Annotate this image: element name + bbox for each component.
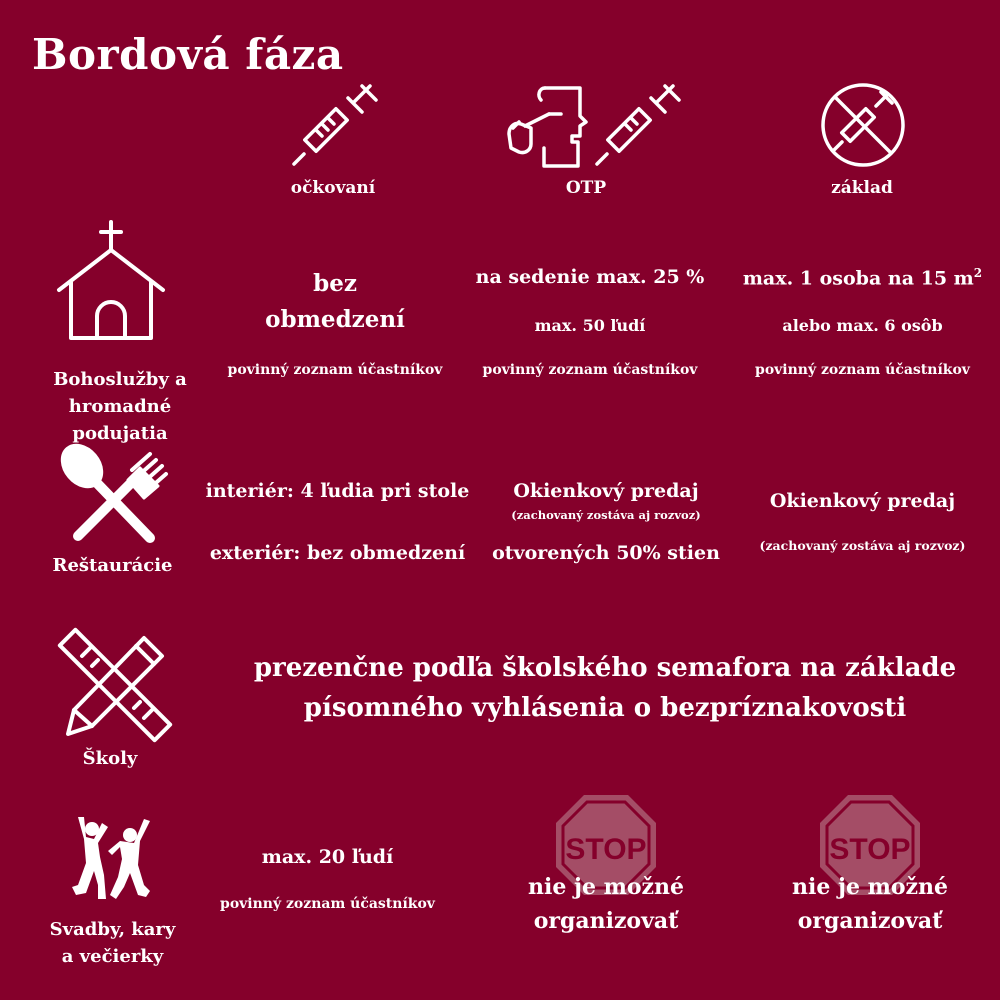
restaurants-otp-note: (zachovaný zostáva aj rozvoz) — [511, 508, 701, 522]
services-vaccinated-note: povinný zoznam účastníkov — [227, 362, 443, 378]
services-vaccinated-cell: bez obmedzení — [265, 270, 405, 333]
services-otp-note: povinný zoznam účastníkov — [482, 362, 698, 378]
restaurants-basic-note: (zachovaný zostáva aj rozvoz) — [759, 538, 966, 553]
test-and-syringe-icon — [505, 82, 685, 172]
row-label-weddings: Svadby, kary a večierky — [49, 919, 176, 967]
stop-sign-text: STOP — [565, 833, 647, 866]
services-basic-note: povinný zoznam účastníkov — [755, 362, 970, 378]
schools-text: prezenčne podľa školského semafora na základe písomného vyhlásenia o bezpríznakovosti — [253, 653, 957, 723]
dancing-people-icon — [68, 815, 158, 903]
column-header-otp: OTP — [565, 178, 607, 198]
row-label-services: Bohoslužby a hromadné podujatia — [53, 369, 187, 444]
pencil-ruler-icon — [60, 630, 170, 740]
weddings-vaccinated-main: max. 20 ľudí — [261, 846, 394, 868]
restaurants-otp-sub: otvorených 50% stien — [492, 542, 720, 564]
restaurants-basic-main: Okienkový predaj — [769, 490, 956, 512]
services-otp-sub: max. 50 ľudí — [534, 316, 646, 335]
row-label-schools: Školy — [82, 748, 138, 769]
services-basic-main: max. 1 osoba na 15 $m^2$ — [742, 266, 983, 290]
row-label-restaurants: Reštaurácie — [52, 555, 173, 576]
column-header-basic: základ — [831, 178, 893, 198]
page-title: Bordová fáza — [32, 30, 344, 79]
restaurants-vaccinated-exterior: exteriér: bez obmedzení — [209, 542, 466, 564]
weddings-vaccinated-note: povinný zoznam účastníkov — [220, 896, 435, 912]
weddings-otp-text: nie je možné organizovať — [527, 874, 685, 934]
services-otp-main: na sedenie max. 25 % — [475, 266, 705, 288]
weddings-basic-text: nie je možné organizovať — [791, 874, 949, 934]
syringe-icon — [290, 82, 380, 172]
stop-sign-text: STOP — [829, 833, 911, 866]
restaurants-otp-main: Okienkový predaj — [513, 480, 699, 502]
column-header-vaccinated: očkovaní — [290, 178, 376, 198]
restaurants-vaccinated-interior: interiér: 4 ľudia pri stole — [205, 480, 470, 502]
services-basic-sub: alebo max. 6 osôb — [782, 316, 943, 335]
church-icon — [55, 220, 167, 342]
no-syringe-icon — [818, 80, 908, 170]
spoon-fork-icon — [58, 440, 170, 544]
